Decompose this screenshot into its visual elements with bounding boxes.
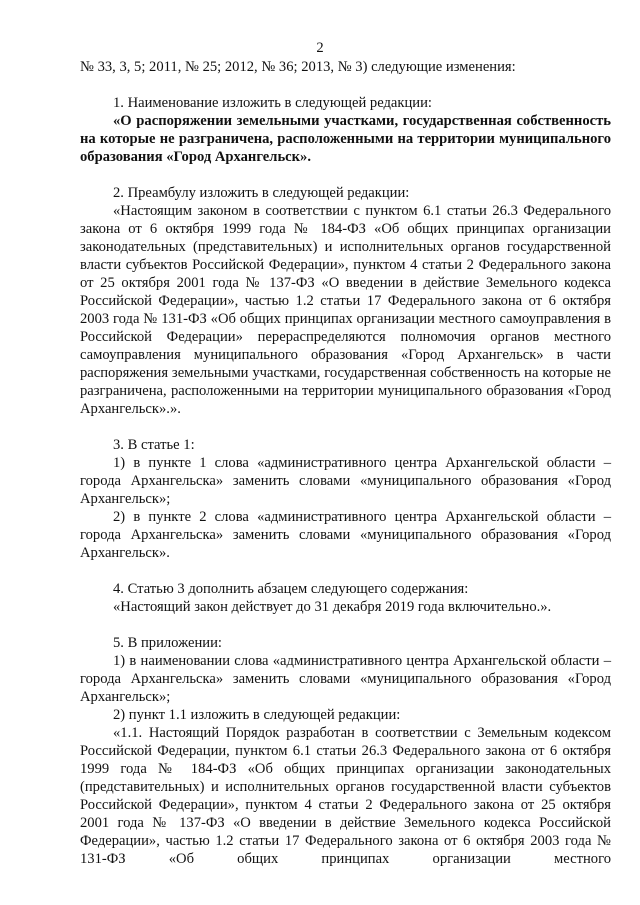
page-number: 2 (316, 40, 324, 56)
document-body (80, 58, 611, 868)
paragraph: «Настоящим законом в соответствии с пунктом 6.1 статьи 26.3 Федерального закона от 6 октября 1999 года № 184-ФЗ «Об общих принципах организации законодательных (представительных) и исполнительных органов государственной власти субъектов Российской Федерации», пунктом 4 статьи 2 Федерального закона от 25 октября 2001 года № 137-ФЗ «О введении в действие Земельного кодекса Российской Федерации», частью 1.2 статьи 17 Федерального закона от 6 октября 2003 года № 131-ФЗ «Об общих принципах организации местного самоуправления в Российской Федерации» перераспределяются полномочия органов местного самоуправления муниципального образования «Город Архангельск» в части распоряжения земельными участками, государственная собственность на которые не разграничена, расположенными на территории муниципального образования «Город Архангельск».». (80, 203, 611, 417)
paragraph-spacer (80, 76, 611, 94)
paragraph: 1) в пункте 1 слова «административного центра Архангельской области – города Архангельска» заменить словами «муниципального образования «Город Архангельск»; (80, 455, 611, 507)
paragraph-spacer (80, 166, 611, 184)
paragraph: «1.1. Настоящий Порядок разработан в соответствии с Земельным кодексом Российской Федерации, пунктом 6.1 статьи 26.3 Федерального закона от 6 октября 1999 года № 184-ФЗ «Об общих принципах организации законодательных (представительных) и исполнительных органов государственной власти субъектов Российской Федерации», пунктом 4 статьи 2 Федерального закона от 25 октября 2001 года № 137-ФЗ «О введении в действие Земельного кодекса Российской Федерации», частью 1.2 статьи 17 Федерального закона от 6 октября 2003 года № 131-ФЗ «Об общих принципах организации местного (80, 725, 611, 867)
paragraph: 5. В приложении: (113, 635, 222, 651)
paragraph-spacer (80, 616, 611, 634)
paragraph: 2. Преамбулу изложить в следующей редакции: (113, 185, 410, 201)
paragraph: 3. В статье 1: (113, 437, 195, 453)
paragraph: «О распоряжении земельными участками, государственная собственность на которые не разграничена, расположенными на территории муниципального образования «Город Архангельск». (80, 113, 611, 165)
paragraph: 1) в наименовании слова «административного центра Архангельской области – города Архангельска» заменить словами «муниципального образования «Город Архангельск»; (80, 653, 611, 705)
paragraph-spacer (80, 562, 611, 580)
paragraph: 4. Статью 3 дополнить абзацем следующего содержания: (113, 581, 469, 597)
paragraph: 1. Наименование изложить в следующей редакции: (113, 95, 432, 111)
paragraph-spacer (80, 418, 611, 436)
paragraph: «Настоящий закон действует до 31 декабря 2019 года включительно.». (113, 599, 552, 615)
paragraph: 2) в пункте 2 слова «административного центра Архангельской области – города Архангельска» заменить словами «муниципального образования «Город Архангельск». (80, 509, 611, 561)
paragraph: № 33, 3, 5; 2011, № 25; 2012, № 36; 2013, № 3) следующие изменения: (80, 59, 516, 75)
paragraph: 2) пункт 1.1 изложить в следующей редакции: (113, 707, 401, 723)
